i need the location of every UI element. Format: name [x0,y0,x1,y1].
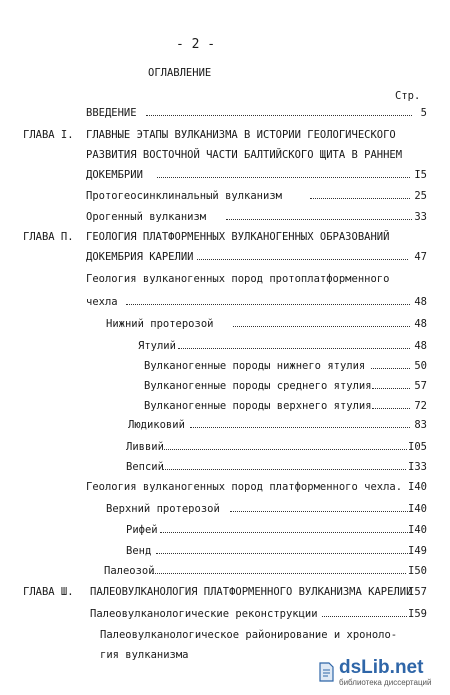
dot-leader [152,573,406,574]
watermark-brand: dsLib.net [339,657,424,678]
toc-entry-page: I57 [408,586,427,598]
toc-entry-label: Палеовулканологическое районирование и хроноло- [100,629,398,641]
toc-entry-label: ГЛАВНЫЕ ЭТАПЫ ВУЛКАНИЗМА В ИСТОРИИ ГЕОЛОГИЧЕСКОГО [86,129,396,141]
toc-entry-label: Геология вулканогенных пород платформенного чехла. [86,481,403,493]
toc-entry [0,607,450,621]
toc-entry [0,544,450,558]
toc-entry [0,295,450,309]
watermark-subtitle: библиотека диссертаций [339,678,432,687]
toc-entry-label: Рифей [126,524,158,536]
dot-leader [230,511,408,512]
toc-entry-page: I5 [414,169,427,181]
toc-entry [0,339,450,353]
toc-entry-page: 50 [414,360,427,372]
page-column-label: Стр. [395,90,421,102]
toc-entry-page: 47 [414,251,427,263]
toc-entry [0,502,450,516]
toc-entry-label: Венд [126,545,152,557]
dot-leader [371,368,410,369]
toc-entry-label: чехла [86,296,118,308]
toc-entry [0,317,450,331]
toc-entry [0,272,450,286]
toc-entry-page: 48 [414,318,427,330]
dot-leader [178,348,410,349]
toc-entry [0,585,450,599]
toc-entry-label: Вепсий [126,461,164,473]
dot-leader [157,177,410,178]
toc-entry [0,399,450,413]
dot-leader [126,304,410,305]
dot-leader [190,427,410,428]
toc-entry-page: I33 [408,461,427,473]
page-number: - 2 - [176,37,216,52]
toc-entry-label: Орогенный вулканизм [86,211,207,223]
chapter-prefix: ГЛАВА Ш. [23,586,74,598]
toc-entry-page: 83 [414,419,427,431]
toc-entry-label: Людиковий [128,419,185,431]
toc-entry-label: Ливвий [126,441,164,453]
dot-leader [372,408,410,409]
toc-entry [0,628,450,642]
dslib-logo-icon [317,662,335,682]
dot-leader [322,616,407,617]
watermark [317,659,442,689]
dot-leader [162,469,406,470]
toc-entry-page: 72 [414,400,427,412]
toc-entry-label: Геология вулканогенных пород протоплатформенного [86,273,390,285]
toc-entry-label: Вулканогенные породы нижнего ятулия [144,360,366,372]
dot-leader [226,219,412,220]
toc-entry [0,210,450,224]
toc-entry-page: 57 [414,380,427,392]
toc-entry-label: ДОКЕМБРИЯ КАРЕЛИИ [86,251,194,263]
dot-leader [146,115,412,116]
toc-entry [0,189,450,203]
toc-entry-label: РАЗВИТИЯ ВОСТОЧНОЙ ЧАСТИ БАЛТИЙСКОГО ЩИТА В РАННЕМ [86,149,403,161]
toc-title: ОГЛАВЛЕНИЕ [148,67,212,79]
dot-leader [310,198,410,199]
toc-entry [0,359,450,373]
toc-entry [0,168,450,182]
toc-entry-label: Нижний протерозой [106,318,214,330]
toc-entry-label: Ятулий [138,340,176,352]
toc-entry-page: 5 [420,107,427,119]
dot-leader [372,388,410,389]
toc-entry-page: 48 [414,340,427,352]
chapter-prefix: ГЛАВА П. [23,231,74,243]
toc-entry-page: 33 [414,211,427,223]
toc-entry-page: I59 [408,608,427,620]
dot-leader [197,259,408,260]
toc-entry [0,523,450,537]
toc-entry-label: гия вулканизма [100,649,189,661]
toc-entry [0,379,450,393]
toc-entry [0,460,450,474]
dot-leader [160,532,408,533]
toc-entry-page: I50 [408,565,427,577]
toc-entry-page: I40 [408,524,427,536]
toc-entry [0,148,450,162]
toc-entry [0,418,450,432]
toc-entry [0,106,450,120]
dot-leader [156,553,408,554]
dot-leader [233,326,410,327]
toc-entry-label: ДОКЕМБРИИ [86,169,143,181]
toc-entry [0,250,450,264]
toc-entry-label: Палеозой [104,565,155,577]
toc-entry-page: 25 [414,190,427,202]
toc-entry-label: ГЕОЛОГИЯ ПЛАТФОРМЕННЫХ ВУЛКАНОГЕННЫХ ОБРАЗОВАНИЙ [86,231,390,243]
toc-entry-page: I05 [408,441,427,453]
toc-entry-page: I40 [408,503,427,515]
toc-entry [0,480,450,494]
toc-entry-label: ВВЕДЕНИЕ [86,107,137,119]
toc-entry [0,230,450,244]
toc-entry-label: Палеовулканологические реконструкции [90,608,318,620]
chapter-prefix: ГЛАВА I. [23,129,74,141]
toc-entry-page: I49 [408,545,427,557]
toc-entry [0,128,450,142]
toc-entry [0,564,450,578]
toc-entry-label: ПАЛЕОВУЛКАНОЛОГИЯ ПЛАТФОРМЕННОГО ВУЛКАНИЗМА КАРЕЛИИ [90,586,413,598]
dot-leader [164,449,407,450]
toc-entry-label: Протогеосинклинальный вулканизм [86,190,282,202]
toc-entry-label: Вулканогенные породы среднего ятулия [144,380,372,392]
toc-entry [0,440,450,454]
toc-entry-page: 48 [414,296,427,308]
toc-entry-label: Вулканогенные породы верхнего ятулия [144,400,372,412]
toc-entry-label: Верхний протерозой [106,503,220,515]
toc-entry-page: I40 [408,481,427,493]
